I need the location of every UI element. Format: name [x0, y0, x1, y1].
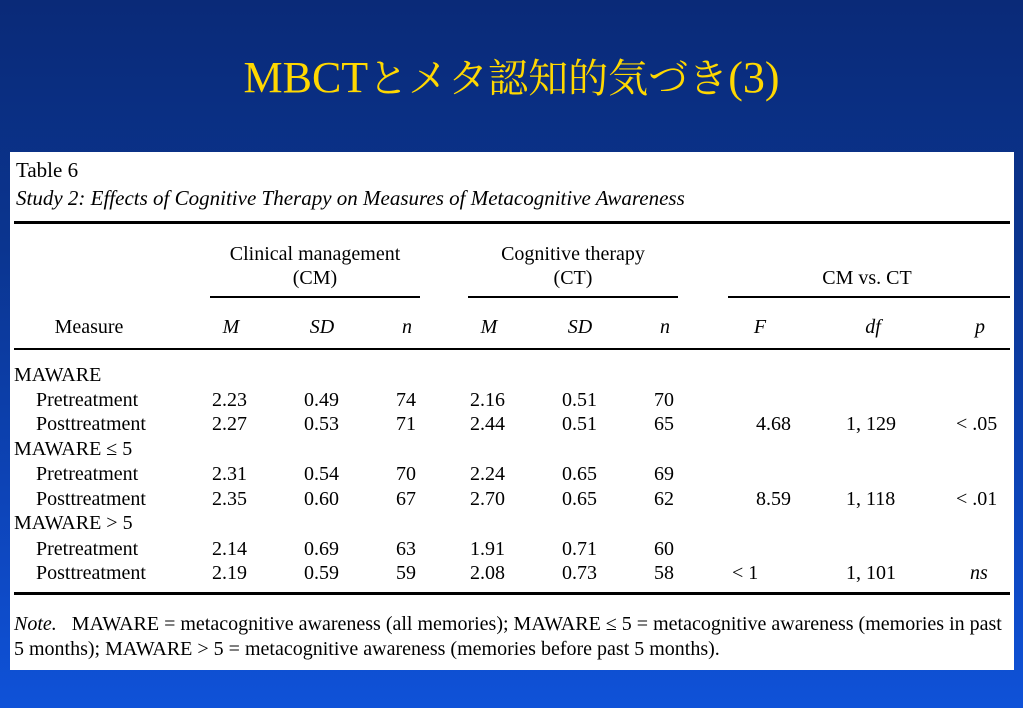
row-measure: Posttreatment [36, 488, 146, 510]
cm-n-value: 74 [396, 389, 416, 411]
col-header-ct-n: n [660, 316, 670, 338]
f-value: 4.68 [756, 413, 791, 435]
table-panel [10, 152, 1014, 670]
cm-sd-value: 0.60 [304, 488, 339, 510]
group-cm-line2: (CM) [292, 267, 338, 289]
title-japanese: とメタ認知的気づき [368, 56, 729, 102]
cm-n-value: 67 [396, 488, 416, 510]
header-rule [14, 348, 1010, 350]
ct-sd-value: 0.65 [562, 463, 597, 485]
ct-m-value: 2.24 [470, 463, 505, 485]
col-header-cm-m: M [222, 316, 240, 338]
p-value: < .01 [956, 488, 998, 510]
note-label: Note. [14, 613, 57, 635]
ct-sd-value: 0.51 [562, 413, 597, 435]
ct-sd-value: 0.65 [562, 488, 597, 510]
ct-m-value: 2.08 [470, 562, 505, 584]
row-measure: Pretreatment [36, 538, 139, 560]
ct-sd-value: 0.51 [562, 389, 597, 411]
cm-m-value: 2.23 [212, 389, 247, 411]
group-rule-cm [210, 296, 420, 298]
col-header-df: df [865, 316, 881, 338]
ct-m-value: 1.91 [470, 538, 505, 560]
group-header-ct [468, 242, 678, 290]
group-rule-ct [468, 296, 678, 298]
slide-title [0, 50, 1023, 107]
ct-m-value: 2.70 [470, 488, 505, 510]
title-latin: MBCT [243, 53, 369, 102]
top-rule [14, 221, 1010, 224]
table-caption: Study 2: Effects of Cognitive Therapy on Measures of Metacognitive Awareness [16, 186, 685, 210]
f-value: < 1 [732, 562, 759, 584]
section-label: MAWARE ≤ 5 [14, 438, 133, 460]
df-value: 1, 101 [846, 562, 896, 584]
df-value: 1, 129 [846, 413, 896, 435]
cm-n-value: 63 [396, 538, 416, 560]
ct-n-value: 70 [654, 389, 674, 411]
section-label: MAWARE [14, 364, 102, 386]
p-value: ns [970, 562, 988, 584]
cm-n-value: 59 [396, 562, 416, 584]
col-header-measure: Measure [54, 316, 124, 338]
col-header-cm-sd: SD [309, 316, 335, 338]
col-header-p: p [975, 316, 985, 338]
group-ct-line1: Cognitive therapy [501, 243, 645, 265]
row-measure: Posttreatment [36, 562, 146, 584]
group-ct-line2: (CT) [553, 267, 593, 289]
col-header-ct-m: M [480, 316, 498, 338]
cm-n-value: 70 [396, 463, 416, 485]
cm-m-value: 2.19 [212, 562, 247, 584]
ct-n-value: 58 [654, 562, 674, 584]
section-label: MAWARE > 5 [14, 512, 133, 534]
ct-n-value: 60 [654, 538, 674, 560]
cm-sd-value: 0.54 [304, 463, 339, 485]
col-header-f: F [753, 316, 767, 338]
group-header-cmp: CM vs. CT [822, 267, 912, 289]
p-value: < .05 [956, 413, 998, 435]
title-suffix: (3) [728, 53, 780, 102]
row-measure: Pretreatment [36, 389, 139, 411]
group-header-cm [210, 242, 420, 290]
row-measure: Posttreatment [36, 413, 146, 435]
ct-n-value: 62 [654, 488, 674, 510]
row-measure: Pretreatment [36, 463, 139, 485]
ct-sd-value: 0.73 [562, 562, 597, 584]
ct-n-value: 69 [654, 463, 674, 485]
df-value: 1, 118 [846, 488, 896, 510]
f-value: 8.59 [756, 488, 791, 510]
cm-m-value: 2.31 [212, 463, 247, 485]
col-header-ct-sd: SD [567, 316, 593, 338]
ct-m-value: 2.16 [470, 389, 505, 411]
cm-sd-value: 0.59 [304, 562, 339, 584]
table-note [14, 612, 1010, 662]
note-text: MAWARE = metacognitive awareness (all memories); MAWARE ≤ 5 = metacognitive awareness (memories in past 5 months); MAWARE > 5 = metacognitive awareness (memories before past 5 months). [14, 613, 1002, 660]
ct-sd-value: 0.71 [562, 538, 597, 560]
ct-n-value: 65 [654, 413, 674, 435]
cm-m-value: 2.27 [212, 413, 247, 435]
cm-sd-value: 0.53 [304, 413, 339, 435]
ct-m-value: 2.44 [470, 413, 505, 435]
cm-sd-value: 0.49 [304, 389, 339, 411]
group-cm-line1: Clinical management [229, 243, 401, 265]
cm-m-value: 2.14 [212, 538, 247, 560]
bottom-rule [14, 592, 1010, 595]
col-header-cm-n: n [402, 316, 412, 338]
group-rule-cmp [728, 296, 1010, 298]
cm-sd-value: 0.69 [304, 538, 339, 560]
table-number: Table 6 [16, 158, 79, 182]
cm-m-value: 2.35 [212, 488, 247, 510]
cm-n-value: 71 [396, 413, 416, 435]
